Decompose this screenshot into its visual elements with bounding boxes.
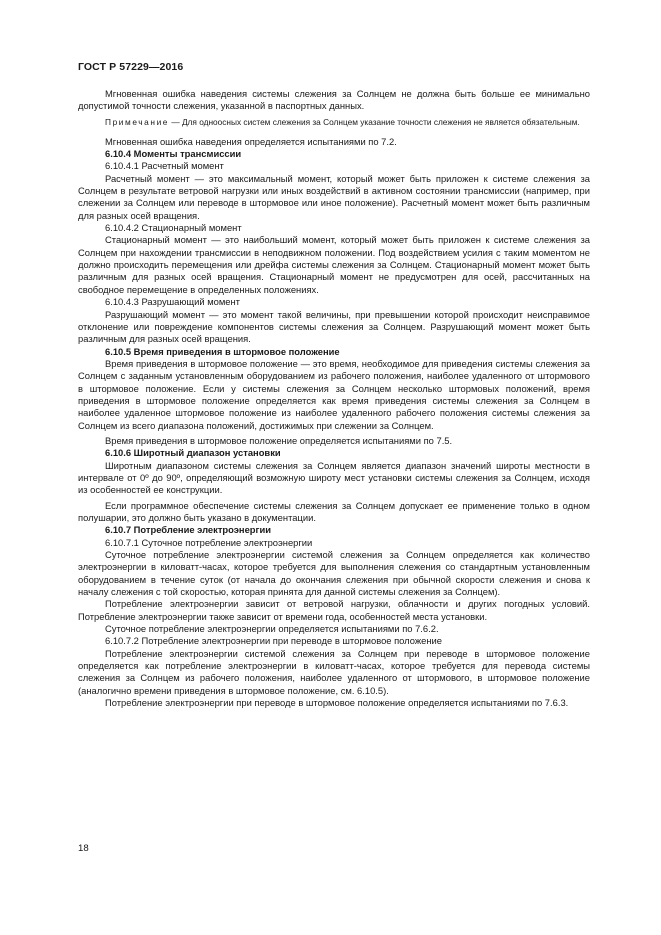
document-body <box>78 88 590 710</box>
paragraph: Если программное обеспечение системы слежения за Солнцем допускает ее применение только в одном полушарии, это должно быть указано в документации. <box>78 499 590 523</box>
note-label: Примечание <box>105 116 170 127</box>
page-number: 18 <box>78 843 89 854</box>
paragraph: Потребление электроэнергии системой слежения за Солнцем при переводе в штормовое положение определяется как потребление электроэнергии в киловатт-часах, которое требуется для перевода системы слежения за Солнцем из рабочего положения, наиболее удаленного от штормового, в штормовое положение (аналогично времени приведения в штормовое положение, см. 6.10.5). <box>78 647 590 696</box>
section-heading-6-10-7: 6.10.7 Потребление электроэнергии <box>105 524 271 536</box>
subsection-6-10-4-2: 6.10.4.2 Стационарный момент <box>105 222 242 234</box>
paragraph: Время приведения в штормовое положение — это время, необходимое для приведения системы слежения за Солнцем с заданным установленным оборудованием из рабочего положения, наиболее удаленного от штормового в штормовое положение. Если у системы слежения за Солнцем несколько штормовых положений, время приведения в штормовое положение определяется как время приведения системы слежения за Солнцем в наиболее удаленное штормовое положение из наиболее удаленного рабочего положения системы слежения за Солнцем из всего диапазона положений, достижимых при слежении за Солнцем. <box>78 357 590 431</box>
paragraph: Потребление электроэнергии при переводе в штормовое положение определяется испытаниями по 7.6.3. <box>105 697 569 709</box>
paragraph: Суточное потребление электроэнергии определяется испытаниями по 7.6.2. <box>105 623 439 635</box>
paragraph: Широтным диапазоном системы слежения за Солнцем является диапазон значений широты местности в интервале от 0º до 90º, определяющий возможную широту мест установки системы слежения за Солнцем, исходя из особенностей ее конструкции. <box>78 459 590 496</box>
section-heading-6-10-6: 6.10.6 Широтный диапазон установки <box>105 447 281 459</box>
paragraph: Разрушающий момент — это момент такой величины, при превышении которой происходит неисправимое отклонение или повреждение компонентов системы слежения за Солнцем. Разрушающий момент может быть различным для разных осей вращения. <box>78 308 590 345</box>
paragraph: Суточное потребление электроэнергии системой слежения за Солнцем определяется как количество электроэнергии в киловатт-часах, которое требуется для выполнения слежения со стандартным установленным оборудованием в течение суток (от начала до окончания слежения при обычной скорости слежения и снова к началу слежения с той скоростью, которая принята для данной системы слежения за Солнцем). <box>78 549 590 598</box>
subsection-6-10-7-1: 6.10.7.1 Суточное потребление электроэнергии <box>105 536 313 548</box>
paragraph: Мгновенная ошибка наведения системы слежения за Солнцем не должна быть больше ее минимально допустимой точности слежения, указанной в паспортных данных. <box>78 88 590 112</box>
note-text: — Для одноосных систем слежения за Солнцем указание точности слежения не является обязательным. <box>169 116 580 127</box>
section-heading-6-10-5: 6.10.5 Время приведения в штормовое положение <box>105 345 340 357</box>
paragraph: Расчетный момент — это максимальный момент, который может быть приложен к системе слежения за Солнцем в результате ветровой нагрузки или иных воздействий в активном состоянии трансмиссии (например, при слежении за Солнцем или переводе в штормовое или иное положение). Расчетный момент может быть различным для разных осей вращения. <box>78 172 590 221</box>
subsection-6-10-7-2: 6.10.7.2 Потребление электроэнергии при переводе в штормовое положение <box>105 635 442 647</box>
subsection-6-10-4-3: 6.10.4.3 Разрушающий момент <box>105 296 240 308</box>
paragraph: Время приведения в штормовое положение определяется испытаниями по 7.5. <box>105 434 453 446</box>
paragraph: Мгновенная ошибка наведения определяется испытаниями по 7.2. <box>105 135 397 147</box>
subsection-6-10-4-1: 6.10.4.1 Расчетный момент <box>105 160 224 172</box>
section-heading-6-10-4: 6.10.4 Моменты трансмиссии <box>105 148 242 160</box>
note <box>78 117 590 128</box>
paragraph: Стационарный момент — это наибольший момент, который может быть приложен к системе слежения за Солнцем при нахождении трансмиссии в неподвижном положении. Под воздействием усилия с таким моментом не должно происходить перемещения или дрейфа системы слежения за Солнцем. Стационарный момент может быть различным для разных осей вращения. Стационарный момент не предусмотрен для осей, рассчитанных на свободное перемещение в определенных положениях. <box>78 234 590 295</box>
document-header: ГОСТ Р 57229—2016 <box>78 61 184 73</box>
paragraph: Потребление электроэнергии зависит от ветровой нагрузки, облачности и других погодных условий. Потребление электроэнергии также зависит от времени года, особенностей места установки. <box>78 598 590 622</box>
